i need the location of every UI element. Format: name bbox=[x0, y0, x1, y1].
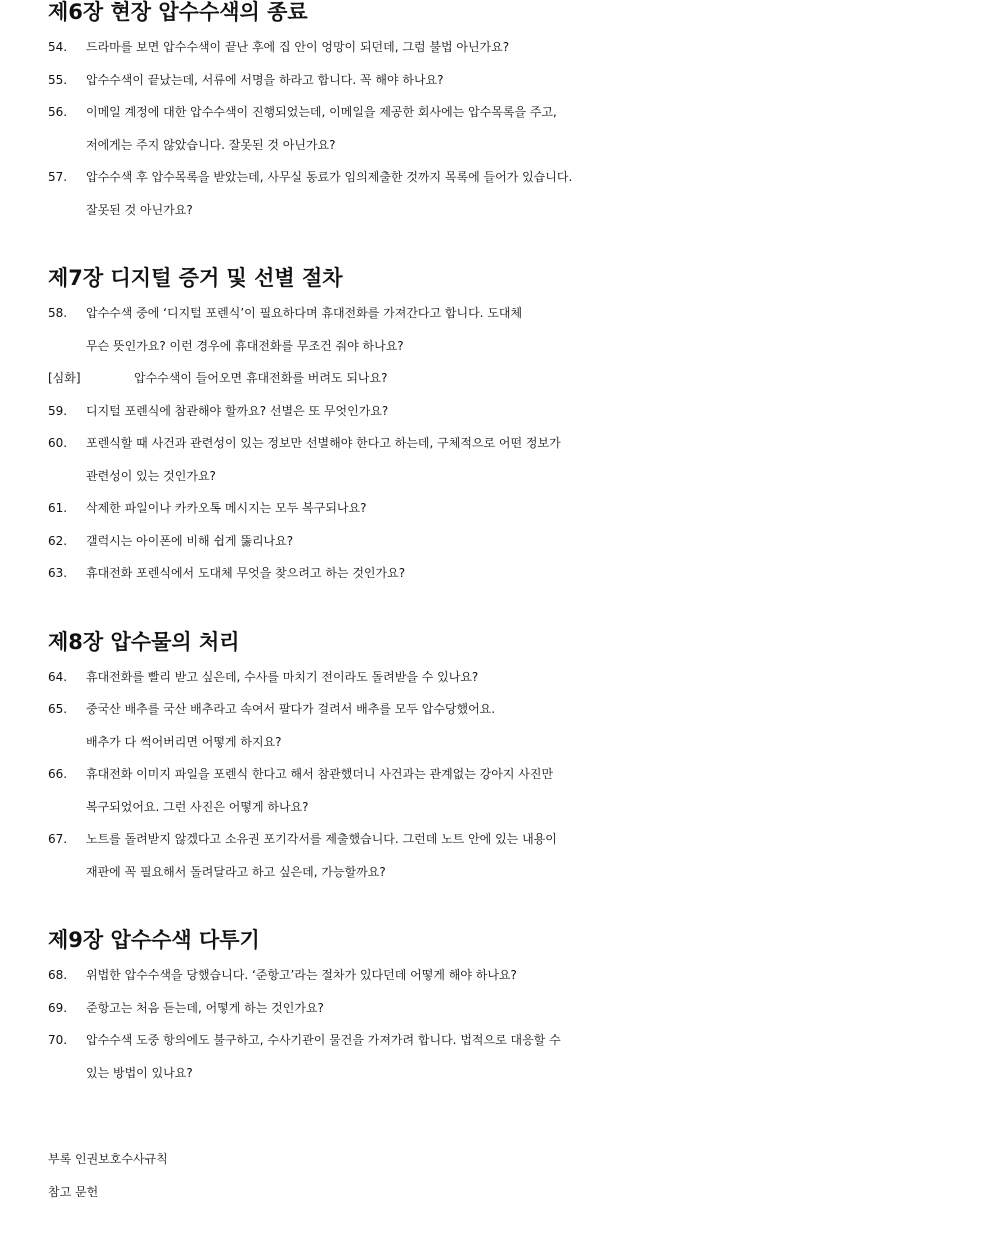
toc-item-57 bbox=[48, 161, 948, 194]
back-matter bbox=[48, 1143, 948, 1208]
item-number: 55. bbox=[48, 72, 68, 87]
item-text-continued: 있는 방법이 있나요? bbox=[86, 1065, 193, 1080]
item-number: 65. bbox=[48, 702, 68, 716]
item-text: 압수수색이 끝났는데, 서류에 서명을 하라고 합니다. 꼭 해야 하나요? bbox=[86, 72, 444, 87]
item-number: 66. bbox=[48, 767, 68, 781]
item-text: 이메일 계정에 대한 압수수색이 진행되었는데, 이메일을 제공한 회사에는 압수목록을 주고, bbox=[86, 105, 557, 119]
toc-item-60 bbox=[48, 427, 948, 460]
item-number: 62. bbox=[48, 533, 68, 548]
appendix-entry: 부록 인권보호수사규칙 bbox=[48, 1152, 168, 1166]
toc-item-54 bbox=[48, 31, 948, 64]
item-number: 68. bbox=[48, 968, 68, 982]
item-text: 압수수색 도중 항의에도 불구하고, 수사기관이 물건을 가져가려 합니다. 법적으로 대응할 수 bbox=[86, 1033, 561, 1047]
chapter-7 bbox=[48, 263, 948, 590]
toc-item-67 bbox=[48, 823, 948, 856]
item-text-continued: 관련성이 있는 것인가요? bbox=[86, 468, 216, 483]
item-number: 64. bbox=[48, 669, 68, 684]
toc-item-68 bbox=[48, 959, 948, 992]
item-number: 67. bbox=[48, 832, 68, 846]
item-number: 69. bbox=[48, 1000, 68, 1015]
item-text: 갤럭시는 아이폰에 비해 쉽게 뚫리나요? bbox=[86, 533, 294, 548]
item-number: 58. bbox=[48, 306, 68, 320]
toc-item-66 bbox=[48, 758, 948, 791]
toc-item-55 bbox=[48, 64, 948, 97]
toc-item-58 bbox=[48, 297, 948, 330]
item-number: 59. bbox=[48, 403, 68, 418]
item-number: 63. bbox=[48, 566, 68, 580]
item-text-continued: 무슨 뜻인가요? 이런 경우에 휴대전화를 무조건 줘야 하나요? bbox=[86, 338, 404, 353]
toc-item-70 bbox=[48, 1024, 948, 1057]
toc-item-64 bbox=[48, 661, 948, 694]
item-number: [심화] bbox=[48, 371, 81, 385]
item-text-continued: 재판에 꼭 필요해서 돌려달라고 하고 싶은데, 가능할까요? bbox=[86, 864, 386, 879]
item-text-continued: 배추가 다 썩어버리면 어떻게 하지요? bbox=[86, 734, 282, 749]
item-number: 60. bbox=[48, 436, 68, 450]
chapter-title: 제7장 디지털 증거 및 선별 절차 bbox=[48, 266, 343, 290]
item-number: 70. bbox=[48, 1033, 68, 1047]
chapter-9 bbox=[48, 925, 948, 1089]
chapter-title: 제9장 압수수색 다투기 bbox=[48, 928, 260, 952]
item-text: 준항고는 처음 듣는데, 어떻게 하는 것인가요? bbox=[86, 1000, 324, 1015]
item-number: 57. bbox=[48, 170, 68, 184]
chapter-8 bbox=[48, 627, 948, 889]
toc-item-62 bbox=[48, 525, 948, 558]
item-text-continued: 저에게는 주지 않았습니다. 잘못된 것 아닌가요? bbox=[86, 137, 336, 152]
chapter-title: 제8장 압수물의 처리 bbox=[48, 629, 240, 654]
toc-item-56 bbox=[48, 96, 948, 129]
item-number: 54. bbox=[48, 40, 68, 54]
item-text: 압수수색 중에 ‘디지털 포렌식’이 필요하다며 휴대전화를 가져간다고 합니다. 도대체 bbox=[86, 306, 523, 320]
toc-item-59 bbox=[48, 395, 948, 428]
toc-item-69 bbox=[48, 992, 948, 1025]
item-text: 휴대전화를 빨리 받고 싶은데, 수사를 마치기 전이라도 돌려받을 수 있나요? bbox=[86, 669, 479, 684]
item-text: 휴대전화 포렌식에서 도대체 무엇을 찾으려고 하는 것인가요? bbox=[86, 566, 406, 580]
toc-item-advanced bbox=[48, 362, 948, 395]
item-text: 디지털 포렌식에 참관해야 할까요? 선별은 또 무엇인가요? bbox=[86, 403, 389, 418]
chapter-title: 제6장 현장 압수수색의 종료 bbox=[48, 0, 308, 24]
item-text: 중국산 배추를 국산 배추라고 속여서 팔다가 걸려서 배추를 모두 압수당했어요. bbox=[86, 702, 496, 716]
chapter-6 bbox=[48, 0, 948, 226]
item-text: 노트를 돌려받지 않겠다고 소유권 포기각서를 제출했습니다. 그런데 노트 안에 있는 내용이 bbox=[86, 832, 557, 846]
item-number: 56. bbox=[48, 105, 68, 119]
item-text: 포렌식할 때 사건과 관련성이 있는 정보만 선별해야 한다고 하는데, 구체적으로 어떤 정보가 bbox=[86, 436, 561, 450]
item-text-continued: 복구되었어요. 그런 사진은 어떻게 하나요? bbox=[86, 799, 309, 814]
item-text: 휴대전화 이미지 파일을 포렌식 한다고 해서 참관했더니 사건과는 관계없는 강아지 사진만 bbox=[86, 767, 554, 781]
item-text: 드라마를 보면 압수수색이 끝난 후에 집 안이 엉망이 되던데, 그럼 불법 아닌가요? bbox=[86, 40, 510, 54]
toc-item-61 bbox=[48, 492, 948, 525]
item-text: 압수수색이 들어오면 휴대전화를 버려도 되나요? bbox=[134, 371, 388, 385]
item-text: 삭제한 파일이나 카카오톡 메시지는 모두 복구되나요? bbox=[86, 501, 367, 515]
references-entry: 참고 문헌 bbox=[48, 1184, 99, 1199]
table-of-contents bbox=[48, 0, 948, 1208]
item-text: 위법한 압수수색을 당했습니다. ‘준항고’라는 절차가 있다던데 어떻게 해야 하나요? bbox=[86, 968, 517, 982]
item-number: 61. bbox=[48, 501, 68, 515]
item-text-continued: 잘못된 것 아닌가요? bbox=[86, 202, 193, 217]
toc-item-63 bbox=[48, 557, 948, 590]
toc-item-65 bbox=[48, 693, 948, 726]
item-text: 압수수색 후 압수목록을 받았는데, 사무실 동료가 임의제출한 것까지 목록에 들어가 있습니다. bbox=[86, 170, 573, 184]
